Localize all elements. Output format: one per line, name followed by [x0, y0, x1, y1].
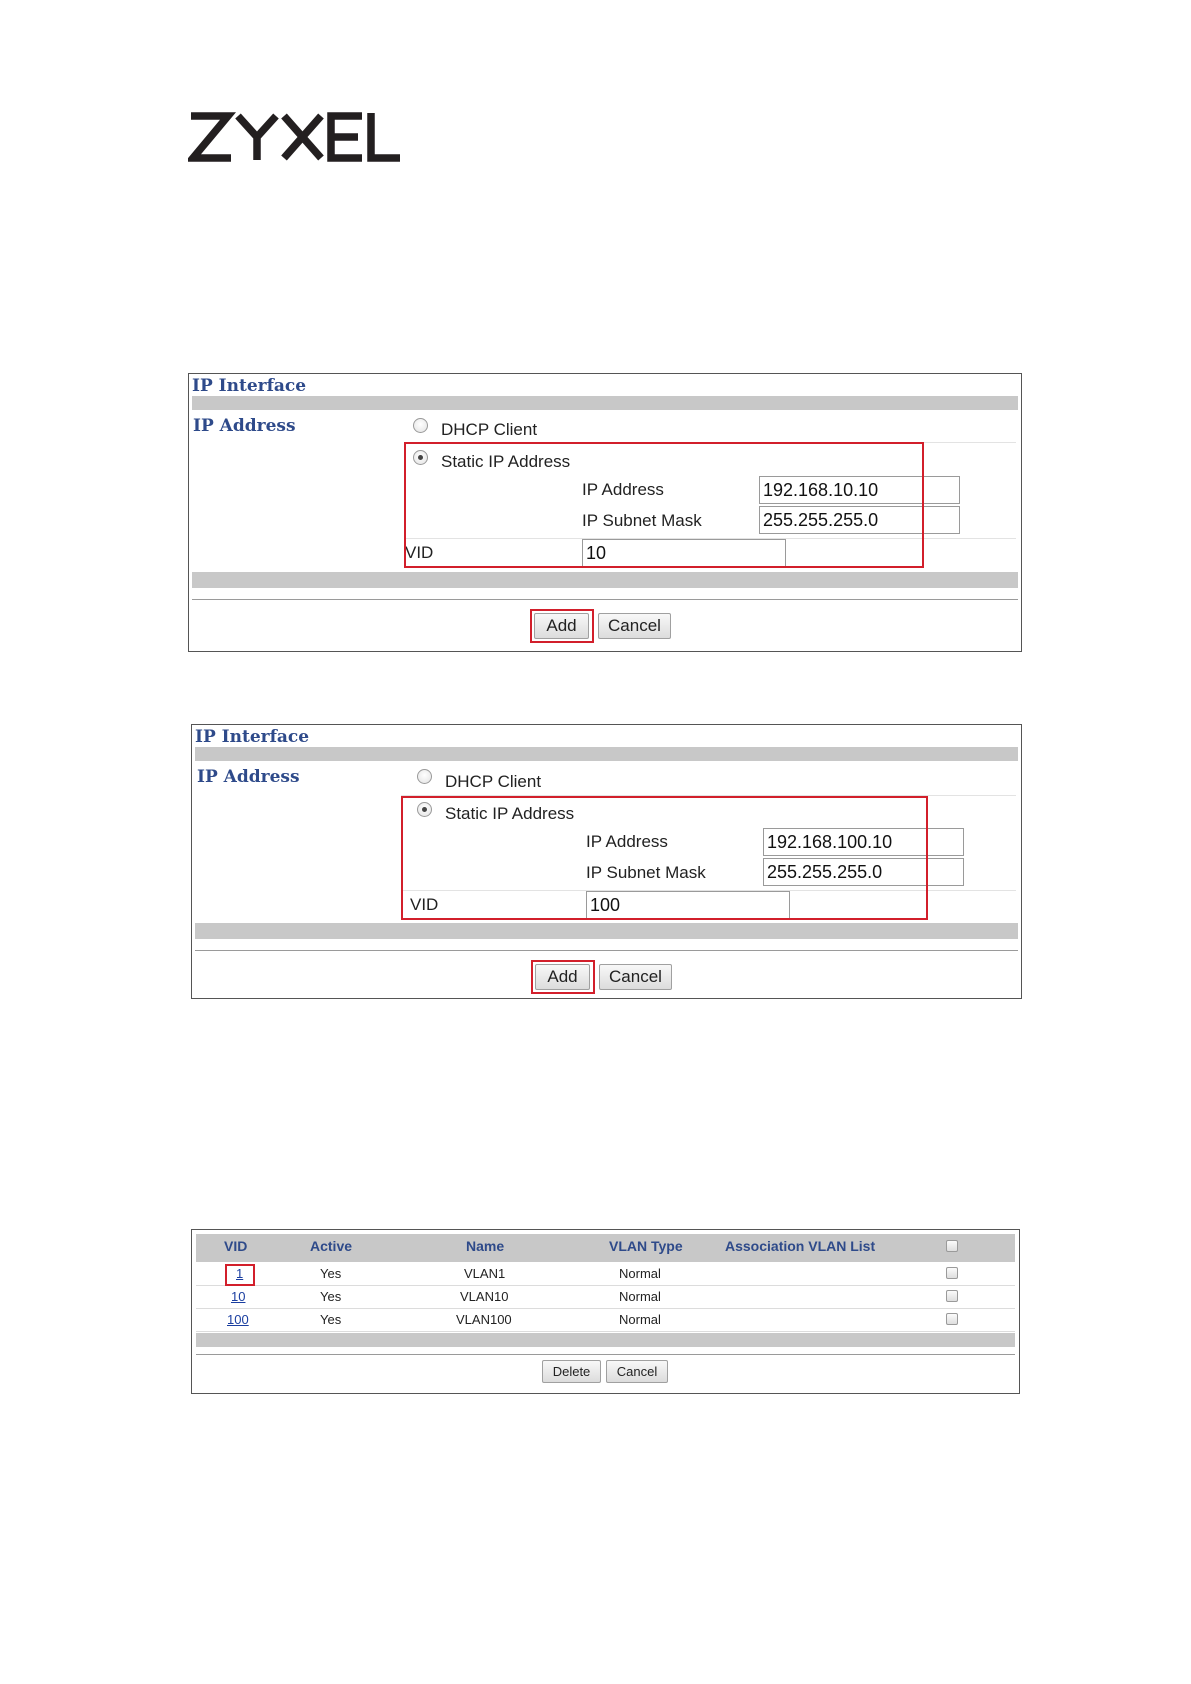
name-cell: VLAN100: [456, 1312, 512, 1327]
col-active: Active: [310, 1238, 353, 1254]
header-bar: [195, 747, 1018, 761]
vid-link[interactable]: 100: [227, 1312, 249, 1327]
type-cell: Normal: [619, 1312, 661, 1327]
active-cell: Yes: [320, 1266, 342, 1281]
add-button[interactable]: Add: [534, 613, 589, 639]
dhcp-client-radio[interactable]: [413, 418, 428, 433]
ip-interface-panel-2: [191, 724, 1022, 999]
type-cell: Normal: [619, 1289, 661, 1304]
static-ip-label: Static IP Address: [441, 452, 571, 471]
highlight-vid-1: [225, 1264, 255, 1286]
row-divider: [196, 1308, 1015, 1309]
col-association-vlan-list: Association VLAN List: [725, 1238, 876, 1254]
col-vlan-type: VLAN Type: [609, 1238, 683, 1254]
separator: [192, 599, 1018, 600]
ip-interface-panel-1: [188, 373, 1022, 652]
cancel-button[interactable]: Cancel: [598, 613, 671, 639]
active-cell: Yes: [320, 1312, 342, 1327]
panel-title: IP Interface: [195, 727, 310, 747]
vid-link[interactable]: 1: [236, 1266, 244, 1281]
row-divider: [196, 1285, 1015, 1286]
ip-address-section-label: IP Address: [193, 416, 296, 436]
active-cell: Yes: [320, 1289, 342, 1304]
name-cell: VLAN10: [460, 1289, 509, 1304]
ip-address-input[interactable]: 192.168.10.10: [759, 476, 960, 504]
subnet-mask-label: IP Subnet Mask: [586, 863, 706, 882]
row-checkbox[interactable]: [946, 1290, 958, 1302]
static-ip-label: Static IP Address: [445, 804, 575, 823]
vlan-table: [191, 1229, 1020, 1394]
row-checkbox[interactable]: [946, 1267, 958, 1279]
vid-input[interactable]: 10: [582, 539, 786, 567]
name-cell: VLAN1: [464, 1266, 506, 1281]
footer-bar: [192, 572, 1018, 588]
footer-bar: [195, 923, 1018, 939]
vid-link[interactable]: 10: [231, 1289, 246, 1304]
header-bar: [192, 396, 1018, 410]
dhcp-client-label: DHCP Client: [445, 772, 542, 791]
panel-title: IP Interface: [192, 376, 307, 396]
ip-address-label: IP Address: [582, 480, 664, 499]
col-name: Name: [466, 1238, 505, 1254]
delete-button[interactable]: Delete: [542, 1360, 601, 1383]
row-divider: [196, 1331, 1015, 1332]
separator: [195, 950, 1018, 951]
dhcp-client-label: DHCP Client: [441, 420, 538, 439]
ip-address-label: IP Address: [586, 832, 668, 851]
ip-address-section-label: IP Address: [197, 767, 300, 787]
table-footer-bar: [196, 1333, 1015, 1347]
highlight-add: [530, 609, 594, 643]
vid-input[interactable]: 100: [586, 891, 790, 919]
highlight-add: [531, 960, 595, 994]
type-cell: Normal: [619, 1266, 661, 1281]
add-button[interactable]: Add: [535, 964, 590, 990]
zyxel-logo: [188, 112, 403, 162]
cancel-button[interactable]: Cancel: [606, 1360, 668, 1383]
separator: [196, 1354, 1015, 1355]
dhcp-client-radio[interactable]: [417, 769, 432, 784]
vid-label: VID: [405, 543, 434, 562]
col-vid: VID: [224, 1238, 248, 1254]
highlight-static-ip: [401, 796, 928, 920]
cancel-button[interactable]: Cancel: [599, 964, 672, 990]
vid-label: VID: [410, 895, 439, 914]
subnet-mask-label: IP Subnet Mask: [582, 511, 702, 530]
ip-address-input[interactable]: 192.168.100.10: [763, 828, 964, 856]
highlight-static-ip: [404, 442, 924, 568]
select-all-checkbox[interactable]: [946, 1240, 958, 1252]
subnet-mask-input[interactable]: 255.255.255.0: [759, 506, 960, 534]
subnet-mask-input[interactable]: 255.255.255.0: [763, 858, 964, 886]
row-checkbox[interactable]: [946, 1313, 958, 1325]
